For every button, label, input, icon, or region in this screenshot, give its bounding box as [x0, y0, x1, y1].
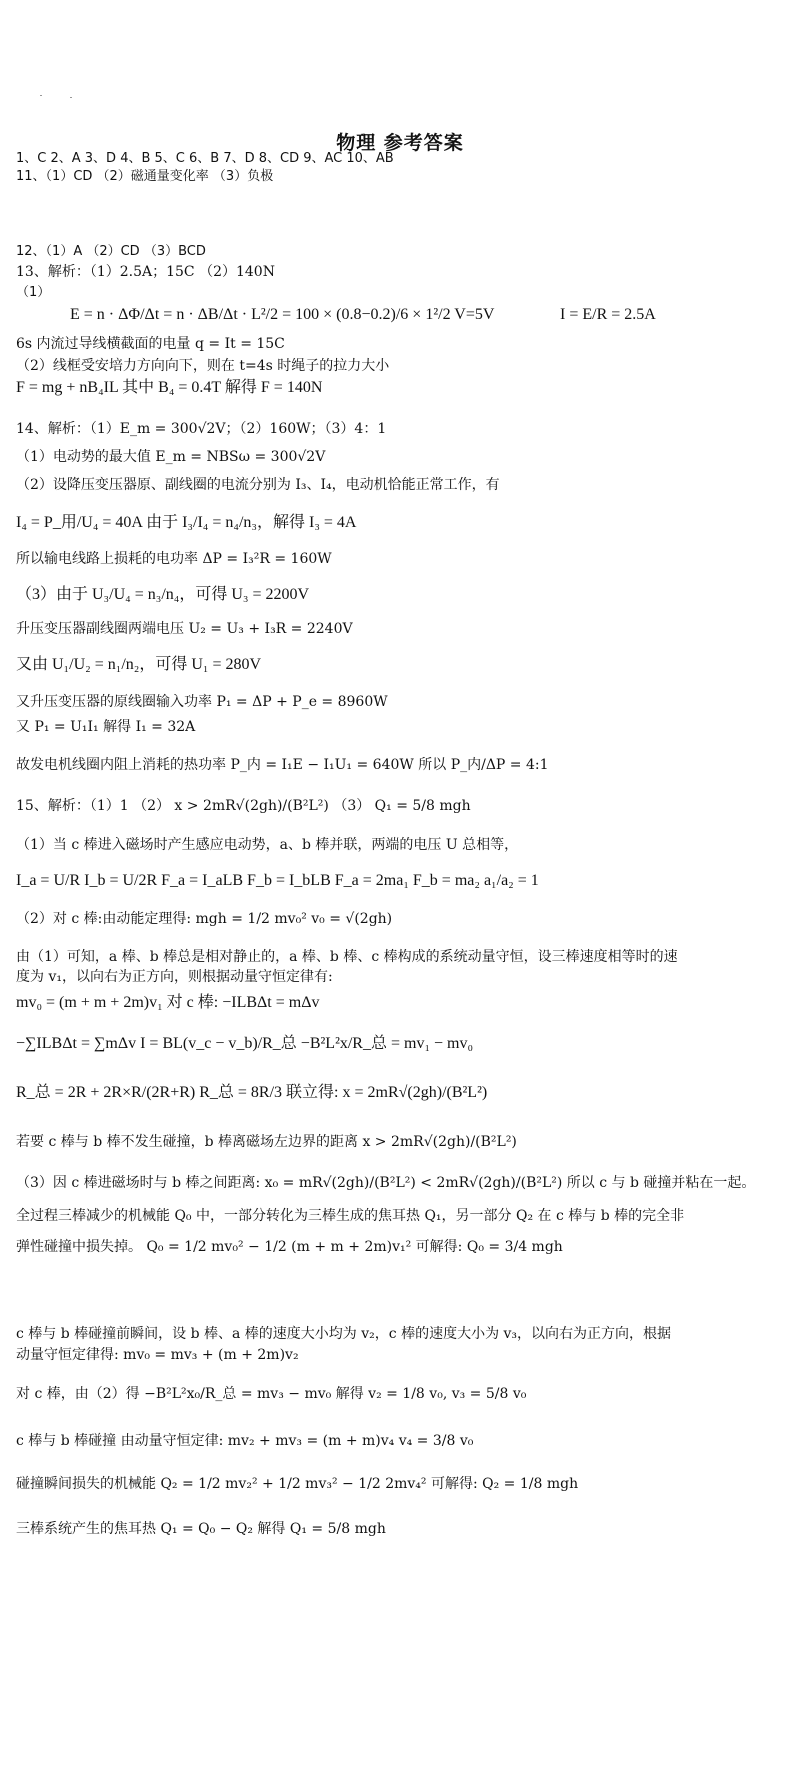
- q15-distance-condition: 若要 c 棒与 b 棒不发生碰撞，b 棒离磁场左边界的距离 x > 2mR√(2gh)/(B²L²): [16, 1134, 517, 1150]
- scan-speck: [40, 95, 42, 96]
- answer-line-11: 11、（1）CD （2）磁通量变化率 （3）负极: [16, 169, 274, 184]
- q15-part2-energy: （2）对 c 棒:由动能定理得: mgh = 1/2 mv₀² v₀ = √(2gh): [16, 911, 393, 927]
- q15-momentum-intro-2: 度为 v₁，以向右为正方向，则根据动量守恒定律有:: [16, 969, 333, 985]
- q15-collision-momentum: c 棒与 b 棒碰撞 由动量守恒定律: mv₂ + mv₃ = (m + m)v₄ v₄ = 3/8 v₀: [16, 1433, 474, 1449]
- q15-part3-distance: （3）因 c 棒进磁场时与 b 棒之间距离: x₀ = mR√(2gh)/(B²L²) < 2mR√(2gh)/(B²L²) 所以 c 与 b 碰撞并粘在一起。: [16, 1175, 756, 1191]
- q14-u3-line: （3）由于 U₃/U₄ = n₃/n₄，可得 U₃ = 2200V: [16, 586, 310, 603]
- answer-line-12: 12、（1）A （2）CD （3）BCD: [16, 244, 206, 259]
- answer-line-15: 15、解析：（1）1 （2） x > 2mR√(2gh)/(B²L²) （3） Q₁ = 5/8 mgh: [16, 798, 471, 814]
- q15-collision-intro-2: 动量守恒定律得: mv₀ = mv₃ + (m + 2m)v₂: [16, 1347, 299, 1363]
- q14-currents-setup: （2）设降压变压器原、副线圈的电流分别为 I₃、I₄，电动机恰能正常工作，有: [16, 477, 500, 493]
- q15-part1-intro: （1）当 c 棒进入磁场时产生感应电动势，a、b 棒并联，两端的电压 U 总相等，: [16, 837, 519, 853]
- q14-u1-line: 又由 U₁/U₂ = n₁/n₂，可得 U₁ = 280V: [16, 656, 262, 673]
- q13-part1-label: （1）: [16, 285, 51, 300]
- q14-u2-line: 升压变压器副线圈两端电压 U₂ = U₃ + I₃R = 2240V: [16, 621, 353, 637]
- scan-speck: [70, 97, 72, 98]
- q13-force-line: F = mg + nB₄IL 其中 B₄ = 0.4T 解得 F = 140N: [16, 379, 323, 396]
- q15-momentum-intro-1: 由（1）可知，a 棒、b 棒总是相对静止的，a 棒、b 棒、c 棒构成的系统动量守恒，设三棒速度相等时的速: [16, 949, 678, 965]
- q13-emf-equation: E = n · ΔΦ/Δt = n · ΔB/Δt · L²/2 = 100 × (0.8−0.2)/6 × 1²/2 V=5V: [70, 306, 495, 323]
- q15-collision-loss: 碰撞瞬间损失的机械能 Q₂ = 1/2 mv₂² + 1/2 mv₃² − 1/2 2mv₄² 可解得: Q₂ = 1/8 mgh: [16, 1476, 579, 1492]
- q14-emf-max: （1）电动势的最大值 E_m = NBSω = 300√2V: [16, 449, 326, 465]
- q15-collision-intro-1: c 棒与 b 棒碰撞前瞬间，设 b 棒、a 棒的速度大小均为 v₂，c 棒的速度大小为 v₃，以向右为正方向，根据: [16, 1326, 672, 1342]
- q15-energy-split-1: 全过程三棒减少的机械能 Q₀ 中，一部分转化为三棒生成的焦耳热 Q₁，另一部分 Q₂ 在 c 棒与 b 棒的完全非: [16, 1208, 685, 1224]
- q15-momentum-eq: mv₀ = (m + m + 2m)v₁ 对 c 棒: −ILBΔt = mΔv: [16, 994, 320, 1011]
- answer-line-13: 13、解析：（1）2.5A；15C （2）140N: [16, 264, 275, 280]
- document-title: 物理 参考答案: [336, 132, 464, 154]
- q14-i4-line: I₄ = P_用/U₄ = 40A 由于 I₃/I₄ = n₄/n₃，解得 I₃ = 4A: [16, 514, 357, 531]
- q13-current-equation: I = E/R = 2.5A: [560, 306, 656, 323]
- q15-c-rod-impulse: 对 c 棒，由（2）得 −B²L²x₀/R_总 = mv₃ − mv₀ 解得 v₂ = 1/8 v₀, v₃ = 5/8 v₀: [16, 1386, 527, 1402]
- q15-joule-heat: 三棒系统产生的焦耳热 Q₁ = Q₀ − Q₂ 解得 Q₁ = 5/8 mgh: [16, 1521, 386, 1537]
- q15-energy-split-2: 弹性碰撞中损失掉。 Q₀ = 1/2 mv₀² − 1/2 (m + m + 2m)v₁² 可解得: Q₀ = 3/4 mgh: [16, 1239, 563, 1255]
- q15-resistance-eq: R_总 = 2R + 2R×R/(2R+R) R_总 = 8R/3 联立得: x = 2mR√(2gh)/(B²L²): [16, 1084, 488, 1101]
- q15-impulse-eq: −∑ILBΔt = ∑mΔv I = BL(v_c − v_b)/R_总 −B²L²x/R_总 = mv₁ − mv₀: [16, 1035, 474, 1052]
- q14-loss-power: 所以输电线路上损耗的电功率 ΔP = I₃²R = 160W: [16, 551, 332, 567]
- answer-line-14: 14、解析：（1）E_m = 300√2V；（2）160W；（3）4：1: [16, 421, 387, 437]
- q13-part2-line: （2）线框受安培力方向向下，则在 t=4s 时绳子的拉力大小: [16, 358, 390, 374]
- q14-i1-line: 又 P₁ = U₁I₁ 解得 I₁ = 32A: [16, 719, 196, 735]
- q14-ratio-line: 故发电机线圈内阻上消耗的热功率 P_内 = I₁E − I₁U₁ = 640W 所以 P_内/ΔP = 4:1: [16, 757, 549, 773]
- q13-charge-line: 6s 内流过导线横截面的电量 q = It = 15C: [16, 336, 285, 352]
- q14-p1-line: 又升压变压器的原线圈输入功率 P₁ = ΔP + P_e = 8960W: [16, 694, 388, 710]
- answer-line-mc: 1、C 2、A 3、D 4、B 5、C 6、B 7、D 8、CD 9、AC 10、AB: [16, 151, 394, 166]
- q15-part1-equations: I_a = U/R I_b = U/2R F_a = I_aLB F_b = I_bLB F_a = 2ma₁ F_b = ma₂ a₁/a₂ = 1: [16, 872, 539, 889]
